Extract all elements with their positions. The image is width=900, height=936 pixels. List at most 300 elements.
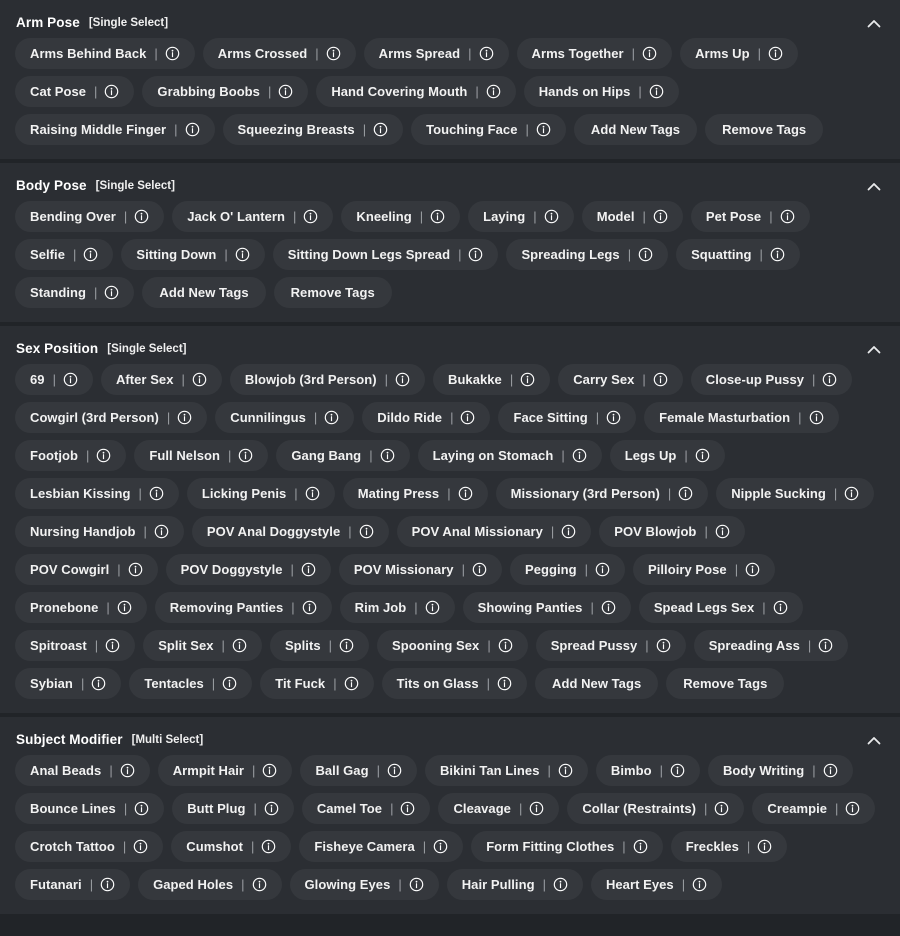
tag-pill[interactable] <box>155 592 332 623</box>
info-icon[interactable] <box>324 410 339 425</box>
tag-separator: | <box>759 247 763 262</box>
tag-separator: | <box>525 122 529 137</box>
tag-label: Tentacles <box>144 676 204 691</box>
tag-label: Futanari <box>30 877 82 892</box>
info-icon[interactable] <box>768 46 783 61</box>
tag-pill[interactable] <box>438 793 559 824</box>
info-icon[interactable] <box>561 524 576 539</box>
tag-pill[interactable] <box>15 516 184 547</box>
remove-tags-button[interactable] <box>274 277 392 308</box>
tag-label: Butt Plug <box>187 801 246 816</box>
add-new-tags-button[interactable] <box>535 668 658 699</box>
tag-pill[interactable] <box>143 630 262 661</box>
info-icon[interactable] <box>339 638 354 653</box>
tag-separator: | <box>94 84 98 99</box>
info-icon[interactable] <box>656 638 671 653</box>
info-icon[interactable] <box>261 839 276 854</box>
info-icon[interactable] <box>695 448 710 463</box>
section-header[interactable] <box>0 326 900 364</box>
info-icon[interactable] <box>395 372 410 387</box>
tag-label: Cleavage <box>453 801 511 816</box>
tag-separator: | <box>241 877 245 892</box>
tag-pill[interactable] <box>166 554 331 585</box>
tag-pill[interactable] <box>468 201 574 232</box>
info-icon[interactable] <box>468 247 483 262</box>
tag-pill[interactable] <box>447 869 583 900</box>
info-icon[interactable] <box>601 600 616 615</box>
tag-separator: | <box>80 676 85 691</box>
tag-label: Gang Bang <box>291 448 362 463</box>
tag-pill[interactable] <box>15 793 164 824</box>
info-icon[interactable] <box>105 638 120 653</box>
tag-label: Arms Up <box>695 46 750 61</box>
tag-pill[interactable] <box>192 516 389 547</box>
tag-pill[interactable] <box>433 364 550 395</box>
tag-separator: | <box>315 46 319 61</box>
tag-pill[interactable] <box>290 869 439 900</box>
tag-pill[interactable] <box>397 516 592 547</box>
tag-pill[interactable] <box>15 440 126 471</box>
action-label: Remove Tags <box>683 676 768 691</box>
add-new-tags-button[interactable] <box>142 277 265 308</box>
tag-pill[interactable] <box>134 440 268 471</box>
info-icon[interactable] <box>606 410 621 425</box>
chevron-up-icon[interactable] <box>862 729 886 753</box>
info-icon[interactable] <box>649 84 664 99</box>
chevron-up-icon[interactable] <box>862 175 886 199</box>
tag-label: Showing Panties <box>477 600 583 615</box>
tag-pill[interactable] <box>496 478 709 509</box>
tag-separator: | <box>89 877 94 892</box>
info-icon[interactable] <box>117 600 132 615</box>
tag-pill[interactable] <box>591 869 722 900</box>
tag-separator: | <box>293 209 297 224</box>
tag-label: Ball Gag <box>315 763 369 778</box>
info-icon[interactable] <box>104 285 119 300</box>
tag-pill[interactable] <box>343 478 488 509</box>
tag-pill[interactable] <box>187 478 335 509</box>
tag-separator: | <box>348 524 352 539</box>
tag-pill[interactable] <box>708 755 853 786</box>
info-icon[interactable] <box>264 801 279 816</box>
tag-label: Laying on Stomach <box>432 448 554 463</box>
tag-pill[interactable] <box>382 668 527 699</box>
tag-pill[interactable] <box>158 755 293 786</box>
info-icon[interactable] <box>823 763 838 778</box>
tag-separator: | <box>631 46 636 61</box>
tag-separator: | <box>252 763 256 778</box>
info-icon[interactable] <box>185 122 200 137</box>
action-label: Add New Tags <box>552 676 642 691</box>
tag-pill[interactable] <box>691 201 810 232</box>
info-icon[interactable] <box>595 562 610 577</box>
action-label: Remove Tags <box>290 285 375 300</box>
tag-separator: | <box>376 763 380 778</box>
tag-label: Body Writing <box>722 763 805 778</box>
tag-pill[interactable] <box>506 239 668 270</box>
tag-list <box>0 38 900 145</box>
tag-pill[interactable] <box>121 239 264 270</box>
tag-label: POV Missionary <box>353 562 454 577</box>
tag-separator: | <box>468 46 472 61</box>
tag-pill[interactable] <box>15 38 195 69</box>
info-icon[interactable] <box>460 410 475 425</box>
tag-pill[interactable] <box>517 38 673 69</box>
info-icon[interactable] <box>252 877 267 892</box>
tag-pill[interactable] <box>129 668 252 699</box>
tag-label: Cumshot <box>186 839 243 854</box>
info-icon[interactable] <box>192 372 207 387</box>
tag-separator: | <box>746 839 751 854</box>
tag-pill[interactable] <box>15 831 163 862</box>
tag-pill[interactable] <box>362 402 490 433</box>
info-icon[interactable] <box>409 877 424 892</box>
info-icon[interactable] <box>165 46 180 61</box>
tag-separator: | <box>486 676 491 691</box>
tag-pill[interactable] <box>676 239 800 270</box>
tag-separator: | <box>762 600 766 615</box>
info-icon[interactable] <box>745 562 760 577</box>
info-icon[interactable] <box>757 839 772 854</box>
info-icon[interactable] <box>344 676 359 691</box>
info-icon[interactable] <box>638 247 653 262</box>
tag-pill[interactable] <box>599 516 745 547</box>
info-icon[interactable] <box>553 877 568 892</box>
tag-separator: | <box>52 372 56 387</box>
tag-pill[interactable] <box>230 364 425 395</box>
tag-separator: | <box>313 410 318 425</box>
tag-pill[interactable] <box>364 38 509 69</box>
tag-separator: | <box>122 839 127 854</box>
tag-pill[interactable] <box>203 38 356 69</box>
tag-label: Standing <box>30 285 87 300</box>
info-icon[interactable] <box>262 763 277 778</box>
info-icon[interactable] <box>458 486 473 501</box>
tag-label: POV Anal Missionary <box>411 524 543 539</box>
tag-label: POV Doggystyle <box>180 562 283 577</box>
info-icon[interactable] <box>715 524 730 539</box>
tag-label: After Sex <box>115 372 174 387</box>
tag-pill[interactable] <box>498 402 636 433</box>
tag-pill[interactable] <box>536 630 686 661</box>
tag-pill[interactable] <box>15 592 147 623</box>
section-header[interactable] <box>0 717 900 755</box>
tag-pill[interactable] <box>558 364 683 395</box>
info-icon[interactable] <box>134 209 149 224</box>
tag-pill[interactable] <box>15 277 134 308</box>
tag-separator: | <box>86 448 90 463</box>
info-icon[interactable] <box>63 372 78 387</box>
info-icon[interactable] <box>633 839 648 854</box>
info-icon[interactable] <box>498 638 513 653</box>
section-select-mode: [Single Select] <box>88 16 169 29</box>
tag-label: Bending Over <box>30 209 116 224</box>
tag-label: Spreading Legs <box>521 247 620 262</box>
tag-label: Rim Job <box>354 600 407 615</box>
tag-pill[interactable] <box>15 402 207 433</box>
tag-separator: | <box>333 676 337 691</box>
tag-label: Raising Middle Finger <box>30 122 167 137</box>
tag-label: Grabbing Boobs <box>157 84 260 99</box>
tag-pill[interactable] <box>260 668 373 699</box>
info-icon[interactable] <box>177 410 192 425</box>
info-icon[interactable] <box>302 600 317 615</box>
tag-pill[interactable] <box>377 630 528 661</box>
tag-pill[interactable] <box>276 440 409 471</box>
tag-label: Sitting Down <box>136 247 217 262</box>
info-icon[interactable] <box>472 562 487 577</box>
tag-separator: | <box>833 486 838 501</box>
section-header[interactable] <box>0 163 900 201</box>
info-icon[interactable] <box>425 600 440 615</box>
info-icon[interactable] <box>149 486 164 501</box>
info-icon[interactable] <box>486 84 501 99</box>
tag-pill[interactable] <box>270 630 369 661</box>
tag-separator: | <box>369 448 373 463</box>
tag-label: Cunnilingus <box>230 410 306 425</box>
tag-pill[interactable] <box>691 364 853 395</box>
tag-separator: | <box>414 600 418 615</box>
tag-separator: | <box>487 638 491 653</box>
info-icon[interactable] <box>529 801 544 816</box>
tag-label: Laying <box>483 209 526 224</box>
tag-label: Hands on Hips <box>538 84 631 99</box>
info-icon[interactable] <box>326 46 341 61</box>
tag-separator: | <box>143 524 147 539</box>
info-icon[interactable] <box>222 676 237 691</box>
tag-pill[interactable] <box>138 869 281 900</box>
tag-label: Model <box>596 209 635 224</box>
info-icon[interactable] <box>278 84 293 99</box>
tag-label: Footjob <box>30 448 78 463</box>
info-icon[interactable] <box>235 247 250 262</box>
tag-label: Camel Toe <box>316 801 383 816</box>
info-icon[interactable] <box>433 839 448 854</box>
info-icon[interactable] <box>536 122 551 137</box>
info-icon[interactable] <box>133 839 148 854</box>
remove-tags-button[interactable] <box>666 668 784 699</box>
chevron-up-icon[interactable] <box>862 338 886 362</box>
tag-label: Pegging <box>524 562 577 577</box>
tag-separator: | <box>547 763 551 778</box>
tag-pill[interactable] <box>15 755 150 786</box>
info-icon[interactable] <box>692 877 707 892</box>
tag-label: Armpit Hair <box>172 763 245 778</box>
info-icon[interactable] <box>232 638 247 653</box>
tag-label: Split Sex <box>158 638 214 653</box>
tag-list <box>0 201 900 308</box>
tag-separator: | <box>384 372 388 387</box>
info-icon[interactable] <box>773 600 788 615</box>
tag-pill[interactable] <box>633 554 775 585</box>
info-icon[interactable] <box>154 524 169 539</box>
tag-label: Face Sitting <box>513 410 588 425</box>
tag-label: Cowgirl (3rd Person) <box>30 410 159 425</box>
info-icon[interactable] <box>670 763 685 778</box>
tag-pill[interactable] <box>172 201 333 232</box>
tag-pill[interactable] <box>471 831 663 862</box>
tag-separator: | <box>253 801 257 816</box>
info-icon[interactable] <box>520 372 535 387</box>
tag-pill[interactable] <box>411 114 566 145</box>
tag-label: Close-up Pussy <box>705 372 805 387</box>
tag-pill[interactable] <box>142 76 308 107</box>
info-icon[interactable] <box>479 46 494 61</box>
info-icon[interactable] <box>134 801 149 816</box>
tag-pill[interactable] <box>15 239 113 270</box>
tag-label: Nursing Handjob <box>30 524 136 539</box>
tag-pill[interactable] <box>680 38 798 69</box>
tag-pill[interactable] <box>15 668 121 699</box>
tag-pill[interactable] <box>341 201 460 232</box>
info-icon[interactable] <box>91 676 106 691</box>
tag-pill[interactable] <box>582 201 683 232</box>
tag-pill[interactable] <box>340 592 455 623</box>
tag-pill[interactable] <box>273 239 499 270</box>
info-icon[interactable] <box>572 448 587 463</box>
tag-pill[interactable] <box>752 793 875 824</box>
tag-separator: | <box>475 84 479 99</box>
info-icon[interactable] <box>100 877 115 892</box>
info-icon[interactable] <box>822 372 837 387</box>
tag-pill[interactable] <box>596 755 700 786</box>
section-select-mode: [Single Select] <box>107 342 187 355</box>
tag-pill[interactable] <box>15 630 135 661</box>
info-icon[interactable] <box>653 209 668 224</box>
tag-pill[interactable] <box>300 755 417 786</box>
info-icon[interactable] <box>238 448 253 463</box>
tag-pill[interactable] <box>101 364 222 395</box>
tag-pill[interactable] <box>524 76 679 107</box>
tag-label: Full Nelson <box>149 448 220 463</box>
tag-label: POV Anal Doggystyle <box>206 524 341 539</box>
tag-pill[interactable] <box>302 793 431 824</box>
info-icon[interactable] <box>845 801 860 816</box>
tag-separator: | <box>211 676 216 691</box>
tag-pill[interactable] <box>15 478 179 509</box>
tag-pill[interactable] <box>610 440 725 471</box>
tag-separator: | <box>181 372 185 387</box>
tag-separator: | <box>109 763 113 778</box>
section-header[interactable] <box>0 0 900 38</box>
tag-pill[interactable] <box>644 402 838 433</box>
tag-section <box>0 163 900 322</box>
info-icon[interactable] <box>303 209 318 224</box>
tag-separator: | <box>542 877 546 892</box>
info-icon[interactable] <box>120 763 135 778</box>
info-icon[interactable] <box>770 247 785 262</box>
tag-pill[interactable] <box>15 869 130 900</box>
tag-pill[interactable] <box>15 201 164 232</box>
tag-pill[interactable] <box>639 592 803 623</box>
info-icon[interactable] <box>653 372 668 387</box>
info-icon[interactable] <box>844 486 859 501</box>
tag-label: Touching Face <box>426 122 518 137</box>
tag-separator: | <box>584 562 589 577</box>
tag-separator: | <box>422 839 427 854</box>
tag-label: Licking Penis <box>201 486 287 501</box>
tag-separator: | <box>622 839 626 854</box>
tag-section <box>0 717 900 914</box>
tag-label: Hair Pulling <box>461 877 535 892</box>
tag-separator: | <box>667 486 672 501</box>
tag-pill[interactable] <box>172 793 294 824</box>
info-icon[interactable] <box>380 448 395 463</box>
info-icon[interactable] <box>558 763 573 778</box>
tag-separator: | <box>734 562 739 577</box>
info-icon[interactable] <box>809 410 824 425</box>
tag-pill[interactable] <box>15 554 158 585</box>
tag-separator: | <box>362 122 367 137</box>
info-icon[interactable] <box>387 763 402 778</box>
tag-pill[interactable] <box>463 592 631 623</box>
tag-pill[interactable] <box>694 630 849 661</box>
info-icon[interactable] <box>83 247 98 262</box>
tag-pill[interactable] <box>510 554 625 585</box>
info-icon[interactable] <box>301 562 316 577</box>
info-icon[interactable] <box>430 209 445 224</box>
tag-pill[interactable] <box>15 76 134 107</box>
add-new-tags-button[interactable] <box>574 114 697 145</box>
tag-label: POV Blowjob <box>614 524 697 539</box>
tag-label: Creampie <box>767 801 828 816</box>
info-icon[interactable] <box>497 676 512 691</box>
info-icon[interactable] <box>780 209 795 224</box>
tag-pill[interactable] <box>671 831 788 862</box>
tag-pill[interactable] <box>223 114 404 145</box>
section-title: Subject Modifier <box>16 732 123 747</box>
tag-pill[interactable] <box>215 402 354 433</box>
info-icon[interactable] <box>96 448 111 463</box>
tag-list <box>0 364 900 699</box>
info-icon[interactable] <box>678 486 693 501</box>
info-icon[interactable] <box>544 209 559 224</box>
remove-tags-button[interactable] <box>705 114 823 145</box>
tag-pill[interactable] <box>418 440 602 471</box>
tag-pill[interactable] <box>15 114 215 145</box>
tag-separator: | <box>221 638 225 653</box>
info-icon[interactable] <box>400 801 415 816</box>
tag-pill[interactable] <box>171 831 291 862</box>
tag-separator: | <box>509 372 514 387</box>
info-icon[interactable] <box>714 801 729 816</box>
tag-label: Arms Spread <box>378 46 461 61</box>
tag-label: 69 <box>30 372 45 387</box>
chevron-up-icon[interactable] <box>862 12 886 36</box>
info-icon[interactable] <box>642 46 657 61</box>
tag-label: Missionary (3rd Person) <box>510 486 660 501</box>
info-icon[interactable] <box>305 486 320 501</box>
tag-separator: | <box>328 638 333 653</box>
tag-pill[interactable] <box>339 554 502 585</box>
tag-label: Arms Together <box>531 46 624 61</box>
tag-label: Squeezing Breasts <box>237 122 355 137</box>
tag-pill[interactable] <box>316 76 515 107</box>
info-icon[interactable] <box>359 524 374 539</box>
tag-pill[interactable] <box>15 364 93 395</box>
info-icon[interactable] <box>104 84 119 99</box>
tag-separator: | <box>642 372 646 387</box>
tag-separator: | <box>250 839 255 854</box>
info-icon[interactable] <box>818 638 833 653</box>
info-icon[interactable] <box>128 562 143 577</box>
tag-separator: | <box>123 801 128 816</box>
tag-pill[interactable] <box>567 793 744 824</box>
info-icon[interactable] <box>373 122 388 137</box>
tag-pill[interactable] <box>425 755 588 786</box>
tag-pill[interactable] <box>299 831 463 862</box>
tag-pill[interactable] <box>716 478 874 509</box>
